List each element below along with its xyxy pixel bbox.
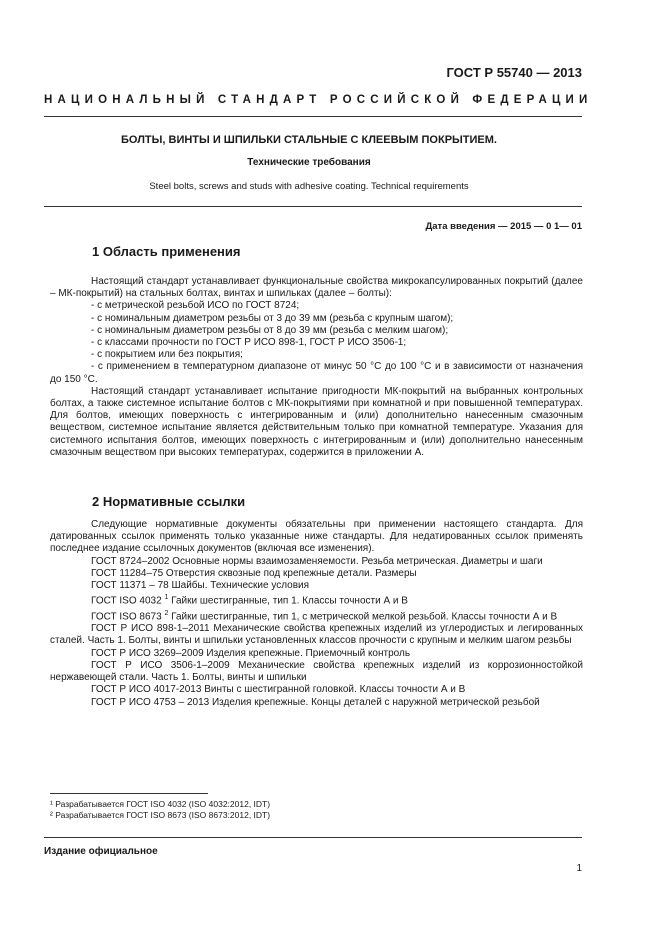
reference-item: ГОСТ Р ИСО 3506-1–2009 Механические свойства крепежных изделий из коррозионностойкой нержавеющей стали. Часть 1. Болты, винты и шпильки	[50, 659, 583, 684]
reference-text: ГОСТ ISO 4032	[91, 595, 165, 607]
reference-text: Гайки шестигранные, тип 1, с метрической мелкой резьбой. Классы точности А и В	[168, 611, 558, 623]
reference-item: ГОСТ 11371 – 78 Шайбы. Технические условия	[91, 580, 310, 592]
section-2-title: 2 Нормативные ссылки	[92, 494, 246, 509]
footnote: ² Разрабатывается ГОСТ ISO 8673 (ISO 8673:2012, IDT)	[50, 810, 271, 820]
reference-item: ГОСТ Р ИСО 3269–2009 Изделия крепежные. Приемочный контроль	[91, 647, 411, 659]
list-item: - с применением в температурном диапазоне от минус 50 °С до 100 °С и в зависимости от назначения до 150 °С.	[50, 361, 583, 385]
edition-label: Издание официальное	[44, 846, 158, 857]
section-1-paragraph-2: Настоящий стандарт устанавливает испытание пригодности МК-покрытий на выбранных контрольных болтах, а также системное испытание болтов с МК-покрытиями при комнатной и при повышенной температурах. Для болтов, имеющих поверхность с интегрированным и (или) дополнительно нанесенным смазочным веществом, системное испытание является действительным только при комнатной температуре. Указания для системного испытания болтов, имеющих поверхность с интегрированным и (или) дополнительно нанесенным смазочным веществом при высоких температурах, содержится в приложении А.	[50, 385, 583, 458]
reference-item	[50, 592, 583, 608]
list-item: - с покрытием или без покрытия;	[91, 349, 243, 361]
footnote-marker[interactable]: 2	[164, 609, 169, 617]
title-divider	[44, 206, 582, 207]
section-1-intro: Настоящий стандарт устанавливает функциональные свойства микрокапсулированных покрытий (далее – МК-покрытий) на стальных болтах, винтах и шпильках (далее – болты):	[50, 276, 583, 300]
section-2-intro: Следующие нормативные документы обязательны при применении настоящего стандарта. Для датированных ссылок применять только указанные ниже стандарты. Для недатированных ссылок применять последнее издание ссылочных документов (включая все изменения).	[50, 519, 583, 555]
section-2-body	[50, 519, 583, 709]
section-1-body	[50, 276, 583, 459]
document-subtitle: Технические требования	[247, 157, 371, 168]
footer-divider	[44, 837, 582, 838]
reference-item: ГОСТ Р ИСО 4017-2013 Винты с шестигранной головкой. Классы точности А и В	[91, 684, 466, 696]
reference-item: ГОСТ Р ИСО 4753 – 2013 Изделия крепежные. Концы деталей с наружной метрической резьбой	[91, 696, 540, 708]
footnote-marker[interactable]: 1	[164, 594, 169, 602]
section-1-title: 1 Область применения	[92, 244, 241, 259]
reference-text: Гайки шестигранные, тип 1. Классы точности А и В	[168, 595, 408, 607]
reference-item: ГОСТ Р ИСО 898-1–2011 Механические свойства крепежных изделий из углеродистых и легированных сталей. Часть 1. Болты, винты и шпильки установленных классов прочности с крупным и мелким шагом резьбы	[50, 623, 583, 647]
document-code: ГОСТ Р 55740 — 2013	[446, 65, 582, 80]
reference-item: ГОСТ 8724–2002 Основные нормы взаимозаменяемости. Резьба метрическая. Диаметры и шаги	[91, 555, 543, 567]
national-standard-heading: НАЦИОНАЛЬНЫЙ СТАНДАРТ РОССИЙСКОЙ ФЕДЕРАЦИИ	[44, 94, 593, 106]
english-title: Steel bolts, screws and studs with adhesive coating. Technical requirements	[149, 181, 469, 192]
header-divider	[44, 116, 582, 117]
list-item: - с метрической резьбой ИСО по ГОСТ 8724;	[91, 300, 300, 312]
footnotes	[50, 799, 270, 821]
list-item: - с классами прочности по ГОСТ Р ИСО 898-1, ГОСТ Р ИСО 3506-1;	[91, 337, 407, 349]
list-item: - с номинальным диаметром резьбы от 8 до 39 мм (резьба с мелким шагом);	[91, 324, 449, 336]
footnote-divider	[50, 793, 208, 794]
footnote: ¹ Разрабатывается ГОСТ ISO 4032 (ISO 4032:2012, IDT)	[50, 799, 271, 809]
document-title: БОЛТЫ, ВИНТЫ И ШПИЛЬКИ СТАЛЬНЫЕ С КЛЕЕВЫМ ПОКРЫТИЕМ.	[121, 134, 497, 146]
reference-item	[50, 608, 583, 624]
list-item: - с номинальным диаметром резьбы от 3 до 39 мм (резьба с крупным шагом);	[91, 312, 454, 324]
introduction-date: Дата введения — 2015 — 0 1— 01	[425, 221, 582, 232]
reference-item: ГОСТ 11284–75 Отверстия сквозные под крепежные детали. Размеры	[91, 567, 417, 579]
reference-text: ГОСТ ISO 8673	[91, 611, 165, 623]
page-number: 1	[576, 863, 582, 874]
